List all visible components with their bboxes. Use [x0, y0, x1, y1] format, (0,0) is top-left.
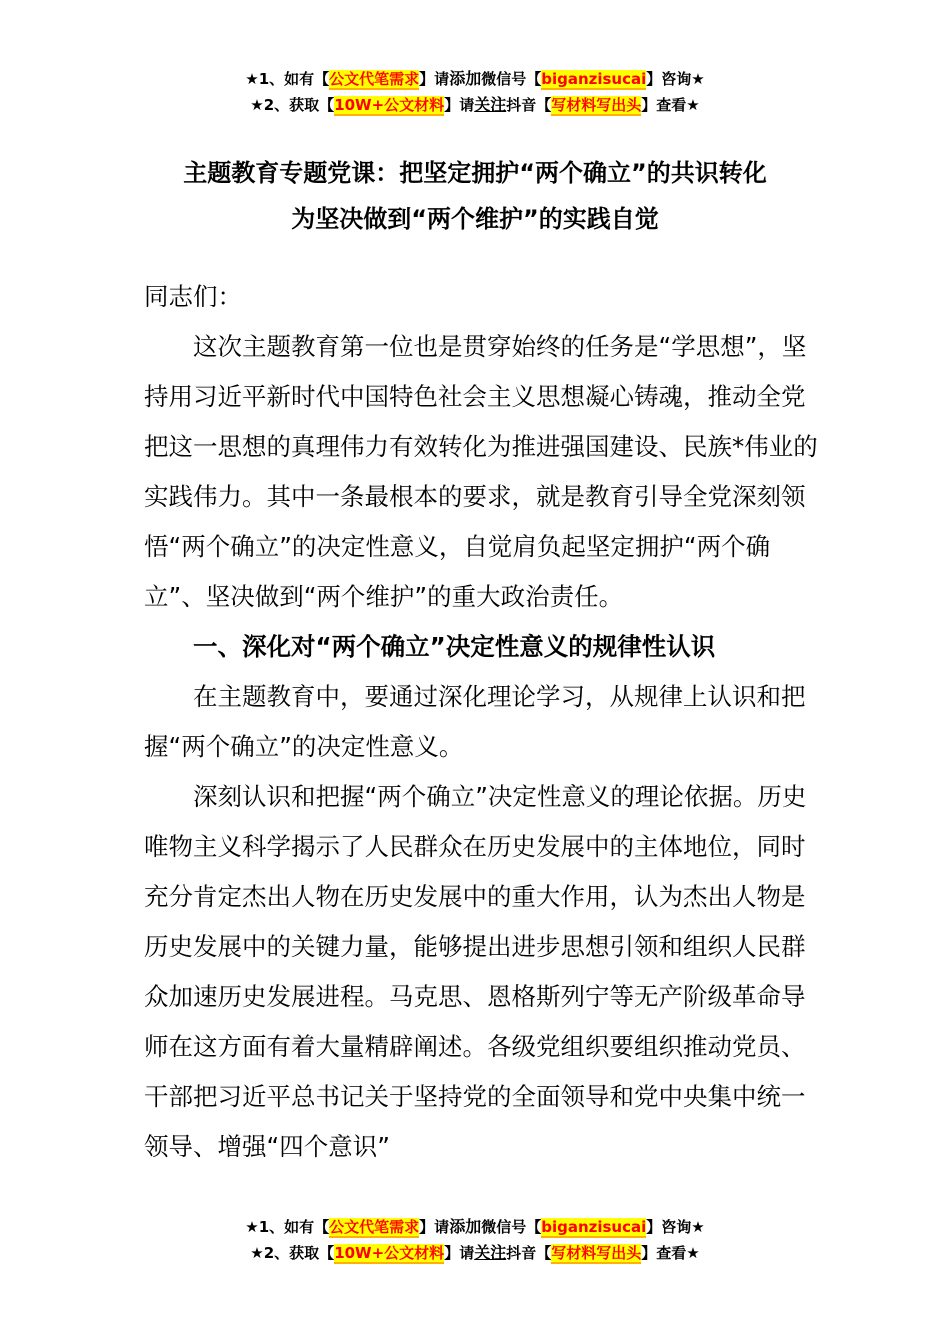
footer-banner	[0, 1214, 950, 1266]
document-body	[144, 272, 824, 1172]
highlight-materials: 10W+公文材料	[334, 96, 445, 114]
banner-line-1: ★1、如有【公文代笔需求】请添加微信号【biganzisucai】咨询★	[245, 1217, 705, 1236]
highlight-wechat-id: biganzisucai	[541, 1218, 647, 1236]
highlight-douyin-account: 写材料写出头	[551, 96, 642, 114]
paragraph-2: 在主题教育中，要通过深化理论学习，从规律上认识和把握“两个确立”的决定性意义。	[144, 682, 806, 761]
highlight-wechat-id: biganzisucai	[541, 70, 647, 88]
paragraph-1: 这次主题教育第一位也是贯穿始终的任务是“学思想”，坚持用习近平新时代中国特色社会主义思想凝心铸魂，推动全党把这一思想的真理伟力有效转化为推进强国建设、民族*伟业的实践伟力。其中一条最根本的要求，就是教育引导全党深刻领悟“两个确立”的决定性意义，自觉肩负起坚定拥护“两个确立”、坚决做到“两个维护”的重大政治责任。	[144, 332, 818, 611]
title-line-1: 主题教育专题党课：把坚定拥护“两个确立”的共识转化	[183, 159, 767, 187]
header-banner	[0, 66, 950, 118]
paragraph-3: 深刻认识和把握“两个确立”决定性意义的理论依据。历史唯物主义科学揭示了人民群众在历史发展中的主体地位，同时充分肯定杰出人物在历史发展中的重大作用，认为杰出人物是历史发展中的关键力量，能够提出进步思想引领和组织人民群众加速历史发展进程。马克思、恩格斯列宁等无产阶级革命导师在这方面有着大量精辟阐述。各级党组织要组织推动党员、干部把习近平总书记关于坚持党的全面领导和党中央集中统一领导、增强“四个意识”	[144, 782, 807, 1161]
highlight-douyin-account: 写材料写出头	[551, 1244, 642, 1262]
highlight-materials: 10W+公文材料	[334, 1244, 445, 1262]
highlight-service: 公文代笔需求	[329, 1218, 420, 1236]
section-heading-1: 一、深化对“两个确立”决定性意义的规律性认识	[193, 632, 716, 661]
banner-line-2: ★2、获取【10W+公文材料】请关注抖音【写材料写出头】查看★	[250, 1243, 700, 1262]
banner-line-2: ★2、获取【10W+公文材料】请关注抖音【写材料写出头】查看★	[250, 95, 700, 114]
banner-line-1: ★1、如有【公文代笔需求】请添加微信号【biganzisucai】咨询★	[245, 69, 705, 88]
document-title	[0, 150, 950, 242]
highlight-service: 公文代笔需求	[329, 70, 420, 88]
title-line-2: 为坚决做到“两个维护”的实践自觉	[291, 205, 659, 233]
salutation: 同志们：	[144, 282, 242, 311]
